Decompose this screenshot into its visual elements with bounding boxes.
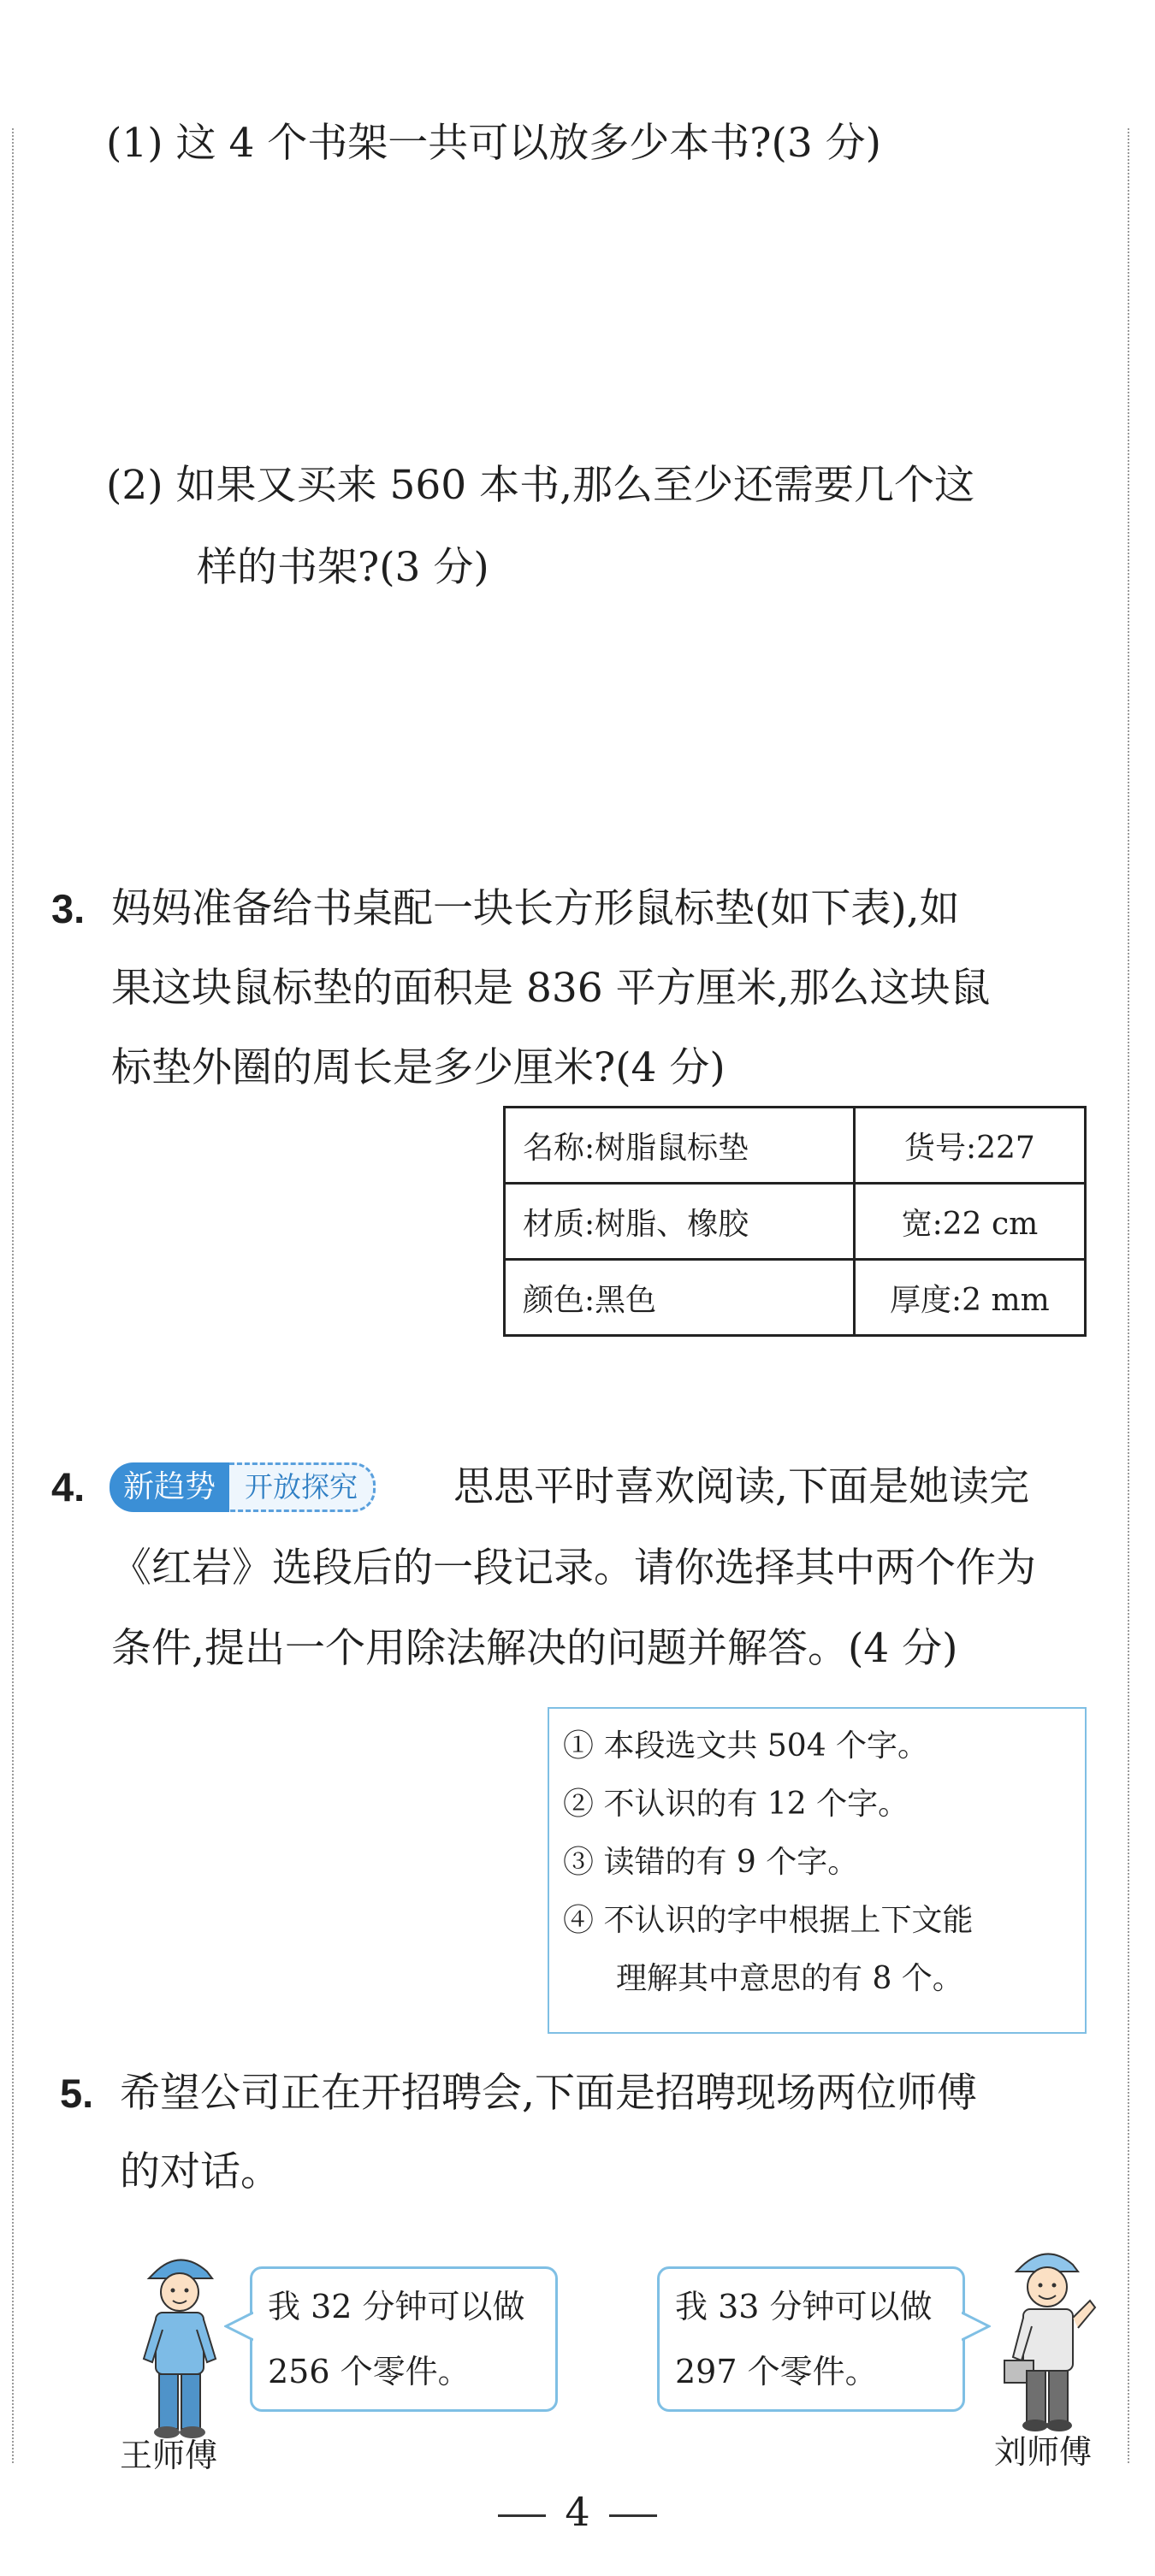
page-number-dash-right	[609, 2514, 657, 2517]
worker-liu-name: 刘师傅	[994, 2433, 1093, 2471]
q4-number: 4.	[51, 1464, 86, 1510]
list-item: ③ 读错的有 9 个字。	[563, 1845, 859, 1880]
table-cell: 货号:227	[854, 1108, 1085, 1184]
speech-bubble-wang	[250, 2266, 558, 2412]
list-item: ② 不认识的有 12 个字。	[563, 1787, 909, 1822]
bubble-text: 我 32 分钟可以做	[268, 2288, 525, 2325]
q3-line1: 妈妈准备给书桌配一块长方形鼠标垫(如下表),如	[111, 885, 960, 932]
q4-line3: 条件,提出一个用除法解决的问题并解答。(4 分)	[111, 1625, 958, 1672]
bubble-pointer-left	[224, 2309, 253, 2343]
q5-line1: 希望公司正在开招聘会,下面是招聘现场两位师傅	[120, 2070, 977, 2117]
reading-record-box	[548, 1707, 1087, 2034]
q4-line1: 思思平时喜欢阅读,下面是她读完	[453, 1463, 1029, 1510]
trend-tag	[110, 1462, 376, 1512]
list-item-continuation: 理解其中意思的有 8 个。	[616, 1961, 963, 1996]
q2-part1: (1) 这 4 个书架一共可以放多少本书?(3 分)	[106, 120, 882, 167]
right-margin-rule	[1128, 128, 1129, 2463]
page-number	[0, 2489, 1155, 2535]
table-cell: 颜色:黑色	[505, 1260, 855, 1336]
table-cell: 宽:22 cm	[854, 1184, 1085, 1260]
bubble-text: 我 33 分钟可以做	[675, 2288, 933, 2325]
bubble-text: 297 个零件。	[675, 2353, 878, 2390]
q3-line2: 果这块鼠标垫的面积是 836 平方厘米,那么这块鼠	[111, 965, 991, 1012]
left-margin-rule	[12, 128, 14, 2463]
bubble-text: 256 个零件。	[268, 2353, 471, 2390]
list-item: ④ 不认识的字中根据上下文能	[563, 1903, 974, 1938]
worker-wang-name: 王师傅	[120, 2437, 218, 2474]
q2-part2-line1: (2) 如果又买来 560 本书,那么至少还需要几个这	[106, 462, 975, 509]
q4-line2: 《红岩》选段后的一段记录。请你选择其中两个作为	[111, 1545, 1036, 1592]
trend-tag-primary: 新趋势	[110, 1462, 229, 1512]
table-row	[505, 1260, 1086, 1336]
page-number-value: 4	[565, 2489, 590, 2535]
q2-part2-line2: 样的书架?(3 分)	[197, 544, 489, 591]
q5-line2: 的对话。	[120, 2148, 281, 2195]
table-row	[505, 1108, 1086, 1184]
table-cell: 材质:树脂、橡胶	[505, 1184, 855, 1260]
table-row	[505, 1184, 1086, 1260]
worker-liu-illustration	[992, 2241, 1104, 2437]
worker-wang-illustration	[128, 2248, 231, 2444]
trend-tag-secondary: 开放探究	[229, 1462, 376, 1512]
q3-line3: 标垫外圈的周长是多少厘米?(4 分)	[111, 1044, 726, 1091]
mousepad-spec-table	[503, 1106, 1087, 1337]
bubble-pointer-right	[962, 2309, 991, 2343]
list-item: ① 本段选文共 504 个字。	[563, 1728, 929, 1764]
q3-number: 3.	[51, 886, 86, 931]
table-cell: 名称:树脂鼠标垫	[505, 1108, 855, 1184]
table-cell: 厚度:2 mm	[854, 1260, 1085, 1336]
page-number-dash-left	[498, 2514, 546, 2517]
q5-number: 5.	[60, 2071, 94, 2116]
speech-bubble-liu	[657, 2266, 965, 2412]
